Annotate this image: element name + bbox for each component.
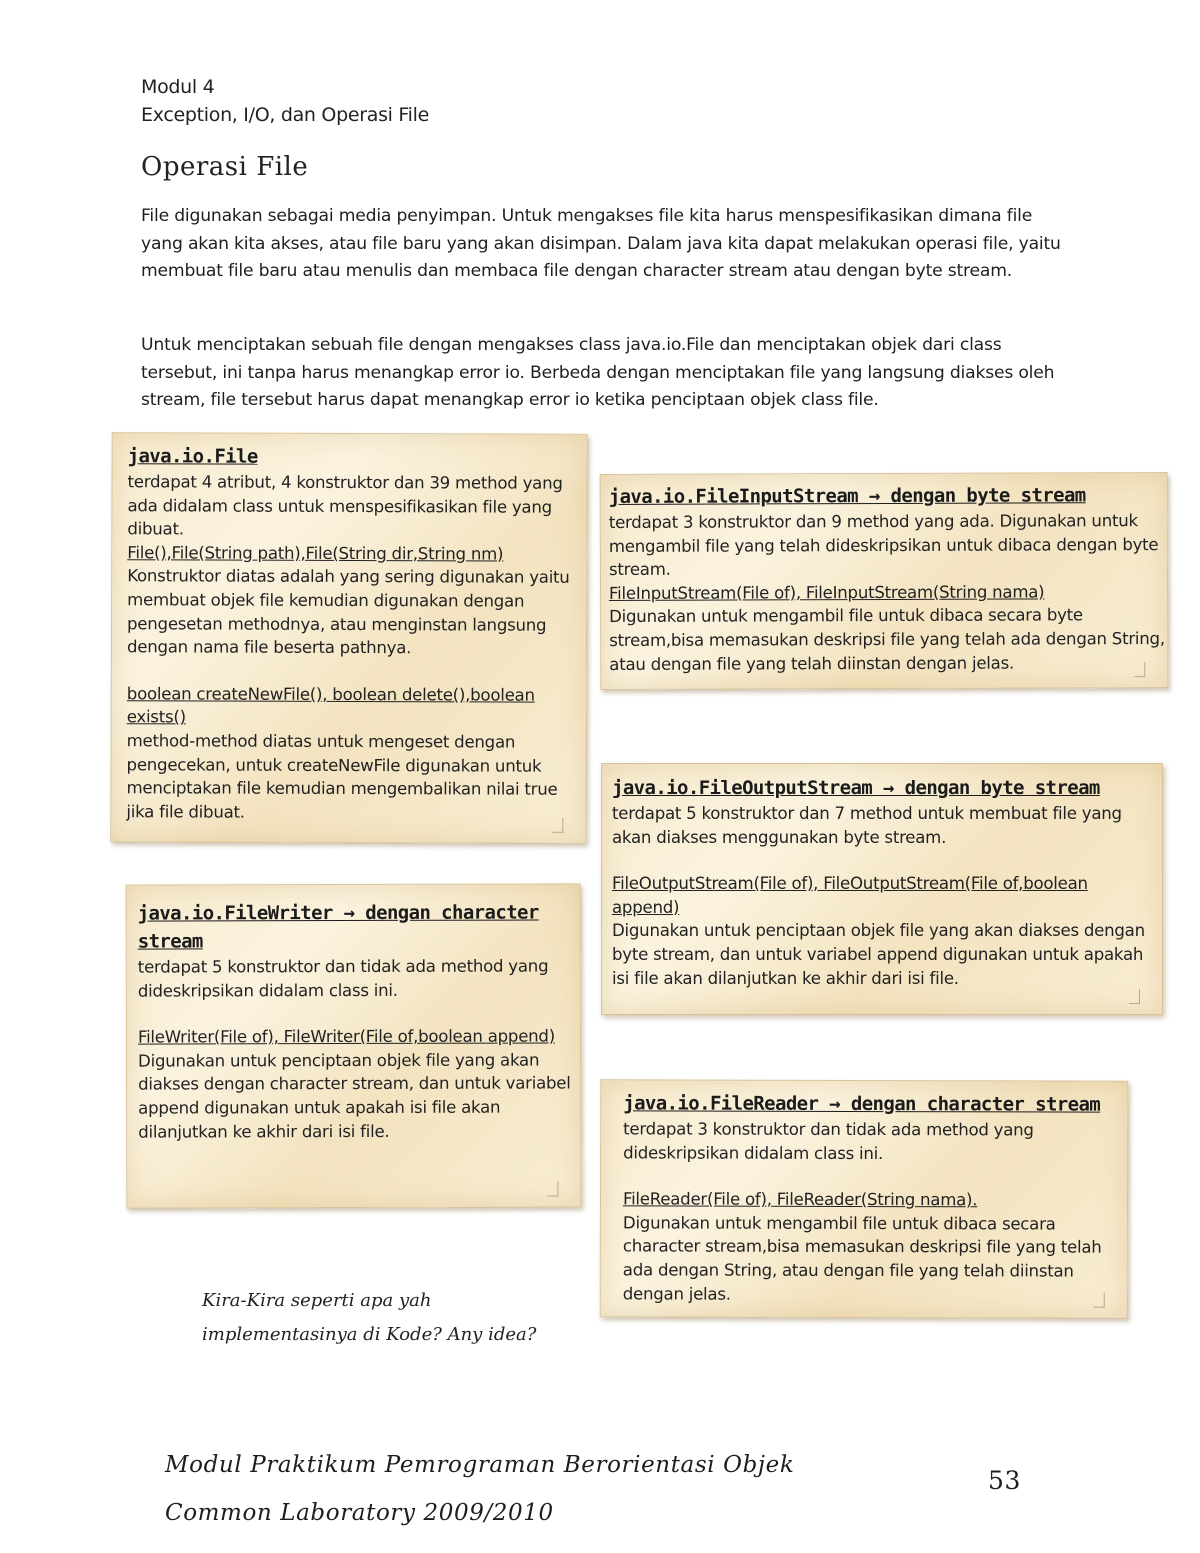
note-description: terdapat 3 konstruktor dan 9 method yang ada. Digunakan untuk mengambil file yang telah dideskripsikan untuk dibaca dengan byte stream. — [608, 511, 1159, 580]
note-description: terdapat 4 atribut, 4 konstruktor dan 39 method yang ada didalam class untuk menspesifikasikan file yang dibuat. — [127, 472, 563, 539]
note-constructors-description: Konstruktor diatas adalah yang sering digunakan yaitu membuat objek file kemudian digunakan dengan pengesetan methodnya, atau menginstan langsung dengan nama file beserta pathnya. — [126, 566, 570, 658]
note-constructors-description: Digunakan untuk penciptaan objek file yang akan diakses dengan character stream, dan untuk variabel append digunakan untuk apakah isi file akan dilanjutkan ke akhir dari isi file. — [138, 1050, 571, 1142]
page-curl-icon — [1134, 662, 1145, 677]
note-methods-description: method-method diatas untuk mengeset dengan pengecekan, untuk createNewFile digunakan untuk menciptakan file kemudian mengembalikan nilai true jika file dibuat. — [126, 731, 558, 822]
intro-paragraph-2: Untuk menciptakan sebuah file dengan mengakses class java.io.File dan menciptakan objek dari class tersebut, ini tanpa harus menangkap error io. Berbeda dengan menciptakan file yang langsung diakses oleh stream, file tersebut harus dapat menangkap error io ketika penciptaan objek class file. — [141, 335, 1055, 410]
note-title: java.io.FileOutputStream → dengan byte stream — [612, 777, 1100, 799]
note-description: terdapat 5 konstruktor dan tidak ada method yang dideskripsikan didalam class ini. — [137, 956, 549, 1001]
module-subtitle: Exception, I/O, dan Operasi File — [141, 104, 429, 126]
handwritten-note-line-2: implementasinya di Kode? Any idea? — [202, 1324, 537, 1345]
note-constructors-description: Digunakan untuk mengambil file untuk dibaca secara character stream,bisa memasukan deskripsi file yang telah ada dengan String, atau dengan file yang telah diinstan dengan jelas. — [622, 1213, 1102, 1304]
note-filewriter — [126, 883, 582, 1208]
page-curl-icon — [547, 1181, 558, 1196]
note-constructors: FileOutputStream(File of), FileOutputStream(File of,boolean append) — [612, 874, 1088, 917]
intro-paragraph-1: File digunakan sebagai media penyimpan. Untuk mengakses file kita harus menspesifikasikan dimana file yang akan kita akses, atau file baru yang akan disimpan. Dalam java kita dapat melakukan operasi file, yaitu membuat file baru atau menulis dan membaca file dengan character stream atau dengan byte stream. — [141, 206, 1061, 281]
note-methods: boolean createNewFile(), boolean delete(),boolean exists() — [126, 683, 535, 727]
note-filereader — [600, 1079, 1129, 1318]
note-title: java.io.File — [127, 445, 258, 468]
note-constructors-description: Digunakan untuk mengambil file untuk dibaca secara byte stream,bisa memasukan deskripsi file yang telah ada dengan String, atau dengan file yang telah diinstan dengan jelas. — [609, 605, 1165, 674]
footer-lab-name: Common Laboratory 2009/2010 — [165, 1500, 554, 1526]
note-title: java.io.FileInputStream → dengan byte stream — [608, 484, 1086, 508]
module-label: Modul 4 — [141, 76, 215, 98]
page-curl-icon — [1129, 989, 1140, 1004]
page-number: 53 — [988, 1466, 1022, 1495]
note-fileinputstream — [600, 472, 1169, 690]
note-constructors: FileReader(File of), FileReader(String nama). — [622, 1189, 978, 1210]
note-title: java.io.FileReader → dengan character stream — [623, 1092, 1101, 1116]
handwritten-note-line-1: Kira-Kira seperti apa yah — [202, 1290, 432, 1311]
section-title: Operasi File — [141, 152, 309, 182]
note-constructors: FileInputStream(File of), FileInputStream(String nama) — [609, 582, 1045, 603]
note-description: terdapat 3 konstruktor dan tidak ada method yang dideskripsikan didalam class ini. — [623, 1119, 1034, 1163]
note-constructors: File(),File(String path),File(String dir,String nm) — [127, 543, 504, 564]
note-constructors-description: Digunakan untuk penciptaan objek file yang akan diakses dengan byte stream, dan untuk variabel append digunakan untuk apakah isi file akan dilanjutkan ke akhir dari isi file. — [612, 921, 1145, 988]
note-fileoutputstream — [601, 763, 1163, 1015]
note-description: terdapat 5 konstruktor dan 7 method untuk membuat file yang akan diakses menggunakan byte stream. — [612, 804, 1122, 847]
note-java-io-file — [110, 432, 587, 844]
note-constructors: FileWriter(File of), FileWriter(File of,boolean append) — [137, 1026, 555, 1047]
page-curl-icon — [552, 818, 563, 833]
footer-course-title: Modul Praktikum Pemrograman Berorientasi Objek — [165, 1452, 795, 1478]
note-title: java.io.FileWriter → dengan character stream — [137, 901, 539, 953]
page-curl-icon — [1094, 1293, 1105, 1308]
